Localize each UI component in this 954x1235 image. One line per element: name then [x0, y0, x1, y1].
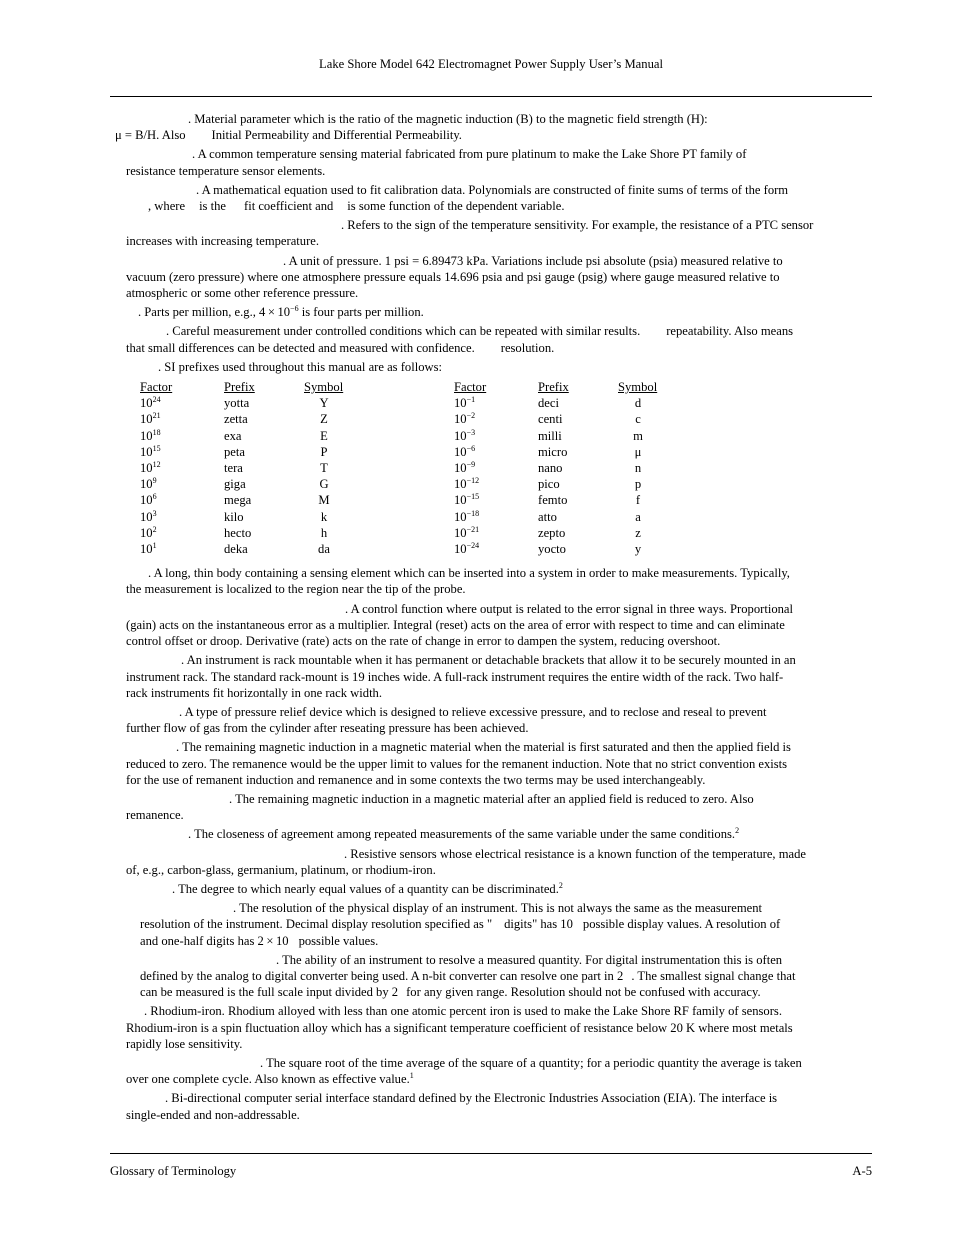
si-factor [454, 492, 538, 508]
factor-exponent: 9 [152, 476, 157, 486]
entry-line: . The ability of an instrument to resolve a measured quantity. For digital instrumentation this is often [276, 952, 783, 967]
column-header: Symbol [304, 380, 344, 395]
si-table-row [140, 411, 658, 427]
glossary-entry-ppm [126, 304, 872, 320]
factor-exponent: 6 [152, 492, 157, 502]
entry-line: μ = B/H. Also [115, 128, 186, 143]
column-spacer [344, 428, 454, 444]
glossary-entry-relief-valve [126, 704, 872, 736]
column-header: Prefix [224, 380, 255, 395]
entry-line: is four parts per million. [298, 305, 424, 320]
column-header: Symbol [618, 380, 658, 395]
factor-exponent: −24 [466, 541, 480, 551]
si-symbol: a [635, 509, 641, 524]
si-symbol: y [634, 542, 642, 557]
glossary-entry-rms [126, 1055, 872, 1087]
si-symbol: μ [634, 444, 642, 459]
entry-line: . A type of pressure relief device which is designed to relieve excessive pressure, and to reclose and reseal to prevent [179, 704, 767, 719]
column-spacer [344, 541, 454, 557]
si-factor [140, 525, 224, 541]
si-table-body [140, 395, 658, 557]
glossary-entry-repeatability [126, 826, 872, 842]
si-prefix: pico [538, 477, 560, 492]
factor-base: 10 [454, 525, 467, 540]
entry-line: possible display values. A resolution of [582, 917, 781, 932]
si-factor [454, 428, 538, 444]
si-prefix: deka [224, 542, 248, 557]
entry-line: rapidly lose sensitivity. [126, 1036, 243, 1051]
factor-base: 10 [140, 493, 153, 508]
factor-base: 10 [140, 509, 153, 524]
glossary-entry-probe [126, 565, 872, 597]
factor-base: 10 [140, 525, 153, 540]
factor-exponent: 24 [152, 395, 161, 405]
column-header: Prefix [538, 380, 569, 395]
factor-base: 10 [140, 461, 153, 476]
entry-line: . A long, thin body containing a sensing element which can be inserted into a system in order to make measurements. Typically, [148, 566, 790, 581]
factor-exponent: −21 [466, 524, 480, 534]
entry-line: . Parts per million, e.g., 4 × 10 [138, 305, 291, 320]
si-symbol: f [635, 493, 641, 508]
entry-line: , where [148, 199, 186, 214]
entry-line: Initial Permeability and Differential Permeability. [211, 128, 462, 143]
si-factor [454, 411, 538, 427]
si-factor [454, 541, 538, 557]
si-symbol: p [634, 477, 642, 492]
entry-line: for any given range. Resolution should not be confused with accuracy. [406, 985, 761, 1000]
si-prefix: nano [538, 461, 563, 476]
glossary-entry-precision [126, 323, 872, 355]
entry-line: . A common temperature sensing material fabricated from pure platinum to make the Lake Shore PT family of [192, 147, 747, 162]
si-prefix: yocto [538, 542, 566, 557]
entry-line: can be measured is the full scale input divided by 2 [140, 985, 399, 1000]
glossary-entry-rack-mount [126, 652, 872, 701]
column-spacer [344, 509, 454, 525]
si-symbol: c [635, 412, 641, 427]
glossary-entry-measurement-resolution [126, 952, 872, 1001]
glossary-entry-rs232 [126, 1090, 872, 1122]
factor-exponent: 3 [152, 508, 157, 518]
factor-base: 10 [140, 542, 153, 557]
footnote-ref: 2 [558, 880, 563, 890]
si-symbol: k [320, 509, 328, 524]
entry-line: . A unit of pressure. 1 psi = 6.89473 kPa. Variations include psi absolute (psia) measured relative to [283, 253, 783, 268]
entry-line: instrument rack. The standard rack-mount is 19 inches wide. A full-rack instrument requires the entire width of the rack. Two half- [126, 669, 784, 684]
entry-line: fit coefficient and [244, 199, 334, 214]
column-spacer [344, 395, 454, 411]
si-table-row [140, 476, 658, 492]
si-factor [454, 444, 538, 460]
factor-exponent: 2 [152, 524, 157, 534]
factor-base: 10 [140, 396, 153, 411]
si-prefix: yotta [224, 396, 250, 411]
entry-line: defined by the analog to digital converter being used. A n-bit converter can resolve one part in 2 [140, 968, 624, 983]
entry-line: . The remaining magnetic induction in a magnetic material after an applied field is reduced to zero. Also [229, 791, 754, 806]
column-spacer [344, 411, 454, 427]
entry-line: single-ended and non-addressable. [126, 1107, 300, 1122]
si-symbol: z [635, 525, 641, 540]
factor-exponent: −1 [466, 395, 476, 405]
header-rule [110, 96, 872, 97]
si-table-row [140, 428, 658, 444]
factor-base: 10 [454, 412, 467, 427]
page-number: A-5 [852, 1164, 872, 1178]
entry-line: the measurement is localized to the region near the tip of the probe. [126, 582, 466, 597]
entry-line: vacuum (zero pressure) where one atmosphere pressure equals 14.696 psia and psi gauge (psig) where gauge measured relative to [126, 269, 780, 284]
column-spacer [344, 460, 454, 476]
si-prefix: giga [224, 477, 246, 492]
si-symbol: Y [319, 396, 329, 411]
entry-line: increases with increasing temperature. [126, 234, 320, 249]
entry-line: . The remaining magnetic induction in a magnetic material when the material is first saturated and then the applied field is [176, 740, 791, 755]
glossary-entry-remanence [126, 739, 872, 788]
factor-base: 10 [454, 509, 467, 524]
entry-line: (gain) acts on the instantaneous error as a multiplier. Integral (reset) acts on the area of error with respect to time and can eliminate [126, 617, 785, 632]
entry-line: . A control function where output is related to the error signal in three ways. Proportional [345, 601, 794, 616]
factor-exponent: −3 [466, 427, 476, 437]
factor-base: 10 [454, 428, 467, 443]
si-symbol: T [320, 461, 328, 476]
entry-line: . The smallest signal change that [631, 968, 796, 983]
entry-line: . Careful measurement under controlled conditions which can be repeated with similar results. [166, 324, 641, 339]
entry-line: further flow of gas from the cylinder after reseating pressure has been achieved. [126, 721, 529, 736]
entry-line: repeatability. Also means [666, 324, 794, 339]
si-factor [140, 492, 224, 508]
factor-base: 10 [140, 428, 153, 443]
entry-line: possible values. [298, 933, 379, 948]
si-symbol: n [634, 461, 642, 476]
entry-line: . SI prefixes used throughout this manual are as follows: [158, 359, 443, 374]
glossary-entry-psi [126, 253, 872, 302]
factor-base: 10 [454, 461, 467, 476]
footnote-ref: 1 [409, 1071, 414, 1081]
factor-exponent: −9 [466, 460, 476, 470]
factor-exponent: −6 [466, 443, 476, 453]
entry-line: . The square root of the time average of the square of a quantity; for a periodic quantity the average is taken [260, 1055, 802, 1070]
si-symbol: Z [320, 412, 328, 427]
entry-line: resistance temperature sensor elements. [126, 163, 326, 178]
si-factor [140, 476, 224, 492]
footnote-ref: 2 [735, 826, 740, 836]
entry-line: . Refers to the sign of the temperature sensitivity. For example, the resistance of a PTC sensor [341, 218, 814, 233]
column-spacer [344, 492, 454, 508]
si-prefix: kilo [224, 509, 244, 524]
si-table-row [140, 509, 658, 525]
si-table-row [140, 444, 658, 460]
si-prefix: peta [224, 444, 245, 459]
footer-section-title: Glossary of Terminology [110, 1164, 237, 1178]
column-spacer [344, 525, 454, 541]
entry-line: . Material parameter which is the ratio of the magnetic induction (B) to the magnetic field strength (H): [188, 112, 708, 126]
entry-line: Rhodium-iron is a spin fluctuation alloy which has a significant temperature coefficient of resistance below 20 K where most metals [126, 1020, 793, 1035]
entry-line: resolution of the instrument. Decimal display resolution specified as " [140, 917, 493, 932]
si-table-header [140, 379, 658, 395]
si-prefix: tera [224, 461, 243, 476]
entry-line: . A mathematical equation used to fit calibration data. Polynomials are constructed of finite sums of terms of the form [196, 182, 789, 197]
factor-base: 10 [140, 477, 153, 492]
si-factor [140, 428, 224, 444]
factor-base: 10 [454, 444, 467, 459]
si-symbol: G [319, 477, 329, 492]
si-symbol: h [320, 525, 328, 540]
column-header: Factor [140, 380, 173, 395]
entry-line: . Bi-directional computer serial interface standard defined by the Electronic Industries Association (EIA). The interface is [165, 1091, 778, 1106]
si-table-row [140, 492, 658, 508]
si-symbol: P [320, 444, 328, 459]
si-factor [140, 460, 224, 476]
glossary-entry-polarity [126, 217, 872, 249]
column-spacer [344, 444, 454, 460]
glossary-entry-rtd [126, 846, 872, 878]
glossary-content [115, 111, 872, 1126]
page-header: Lake Shore Model 642 Electromagnet Power Supply User’s Manual [319, 57, 663, 71]
si-factor [454, 525, 538, 541]
entry-line: . The resolution of the physical display of an instrument. This is not always the same as the measurement [233, 901, 763, 916]
entry-line: . Resistive sensors whose electrical resistance is a known function of the temperature, made [344, 846, 806, 861]
factor-exponent: −15 [466, 492, 480, 502]
factor-base: 10 [454, 477, 467, 492]
si-factor [140, 509, 224, 525]
entry-line: remanence. [126, 808, 184, 823]
glossary-entry-resolution [126, 881, 872, 897]
factor-exponent: 21 [152, 411, 161, 421]
entry-line: rack instruments fit horizontally in one rack width. [126, 685, 383, 700]
factor-exponent: −18 [466, 508, 480, 518]
entry-line: control offset or droop. Derivative (rate) acts on the rate of change in error to dampen the system, reducing overshoot. [126, 634, 721, 649]
factor-exponent: −12 [466, 476, 480, 486]
factor-exponent: 15 [152, 443, 161, 453]
entry-line: . The closeness of agreement among repeated measurements of the same variable under the same conditions. [188, 827, 736, 842]
factor-base: 10 [454, 396, 467, 411]
si-factor [140, 444, 224, 460]
si-prefix: femto [538, 493, 568, 508]
column-spacer [344, 379, 454, 395]
factor-exponent: 18 [152, 427, 161, 437]
si-prefix: zepto [538, 525, 566, 540]
entry-line: atmospheric or some other reference pressure. [126, 286, 359, 301]
si-prefix: hecto [224, 525, 252, 540]
glossary-entry-platinum [126, 146, 872, 178]
si-symbol: da [318, 542, 330, 557]
glossary-entry-rhodium-iron [126, 1003, 872, 1052]
si-prefix: zetta [224, 412, 248, 427]
entry-line: digits" has 10 [504, 917, 573, 932]
si-prefix: centi [538, 412, 563, 427]
entry-line: . The degree to which nearly equal values of a quantity can be discriminated. [172, 881, 559, 896]
factor-base: 10 [140, 412, 153, 427]
si-symbol: M [318, 493, 330, 508]
si-factor [454, 509, 538, 525]
entry-line: and one-half digits has 2 × 10 [140, 933, 289, 948]
glossary-entry-prefixes [126, 359, 872, 375]
si-prefix: exa [224, 428, 242, 443]
glossary-entry-display-resolution [126, 900, 872, 949]
si-factor [140, 411, 224, 427]
si-prefix-table [140, 379, 658, 557]
factor-exponent: 12 [152, 460, 161, 470]
column-header: Factor [454, 380, 487, 395]
si-table-row [140, 541, 658, 557]
entry-line: over one complete cycle. Also known as effective value. [126, 1072, 410, 1087]
si-symbol: E [320, 428, 328, 443]
factor-exponent: 1 [152, 541, 157, 551]
glossary-entry-remanent-induction [126, 791, 872, 823]
entry-line: . An instrument is rack mountable when it has permanent or detachable brackets that allow it to be securely mounted in an [181, 653, 796, 668]
factor-exponent: −2 [466, 411, 476, 421]
si-prefix: milli [538, 428, 562, 443]
footer-rule [110, 1153, 872, 1154]
si-factor [140, 395, 224, 411]
si-prefix: micro [538, 444, 568, 459]
si-table-row [140, 525, 658, 541]
si-prefix: mega [224, 493, 252, 508]
si-table-row [140, 460, 658, 476]
entry-line: of, e.g., carbon-glass, germanium, platinum, or rhodium-iron. [126, 862, 436, 877]
si-factor [140, 541, 224, 557]
si-prefix: atto [538, 509, 557, 524]
si-factor [454, 460, 538, 476]
factor-base: 10 [454, 542, 467, 557]
si-symbol: m [633, 428, 643, 443]
entry-line: that small differences can be detected and measured with confidence. [126, 340, 475, 355]
entry-line: reduced to zero. The remanence would be the upper limit to values for the remanent induction. Note that no strict convention exists [126, 756, 788, 771]
si-factor [454, 476, 538, 492]
glossary-entry-pid [126, 601, 872, 650]
si-prefix: deci [538, 396, 559, 411]
si-symbol: d [634, 396, 642, 411]
factor-base: 10 [454, 493, 467, 508]
page-footer [110, 1163, 872, 1179]
entry-line: for the use of remanent induction and remanence and in some contexts the two terms may be used interchangeably. [126, 772, 706, 787]
entry-line: . Rhodium-iron. Rhodium alloyed with less than one atomic percent iron is used to make the Lake Shore RF family of sensors. [144, 1004, 782, 1019]
glossary-entry-polynomial [126, 182, 872, 214]
glossary-entry-permeability [115, 111, 872, 143]
factor-base: 10 [140, 444, 153, 459]
si-factor [454, 395, 538, 411]
entry-line: is some function of the dependent variable. [347, 199, 565, 214]
column-spacer [344, 476, 454, 492]
superscript: −6 [290, 304, 299, 314]
entry-line: resolution. [500, 340, 555, 355]
entry-line: is the [199, 199, 226, 214]
si-table-row [140, 395, 658, 411]
